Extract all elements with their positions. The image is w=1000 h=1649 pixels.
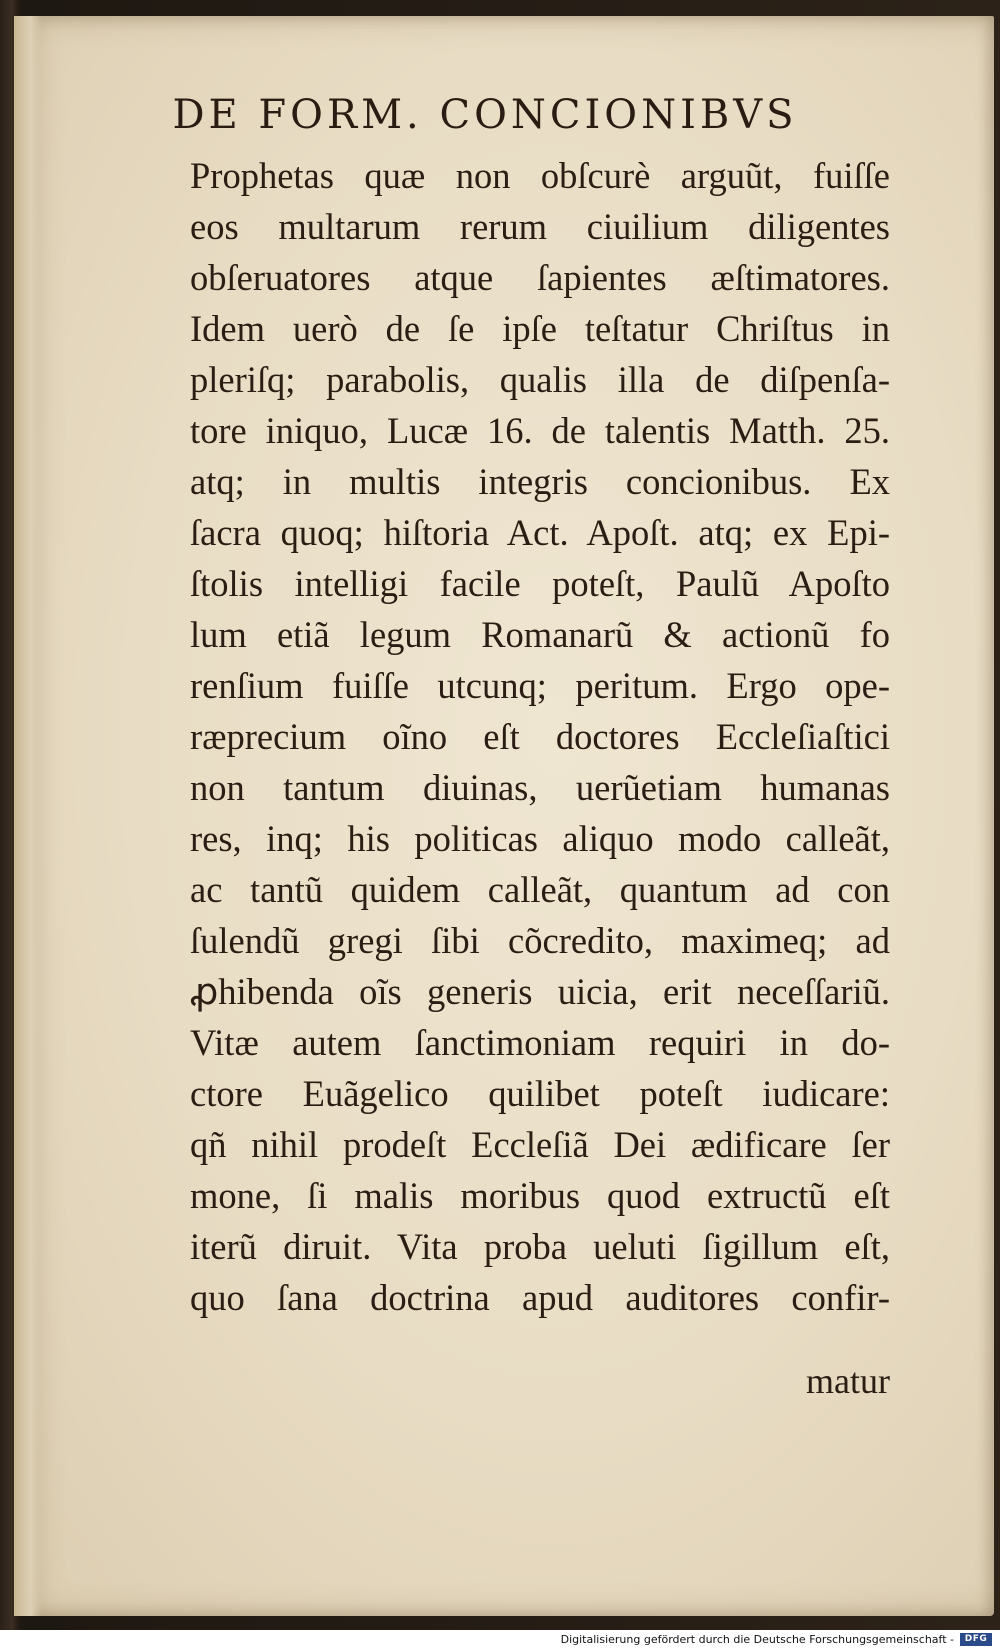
text-line: ctore Euãgelico quilibet poteſt iudicare: bbox=[190, 1073, 890, 1114]
text-line: Vitæ autem ſanctimoniam requiri in do- bbox=[190, 1022, 890, 1063]
text-line: ſacra quoq; hiſtoria Act. Apoſt. atq; ex Epi- bbox=[190, 512, 890, 553]
text-line: lum etiã legum Romanarũ & actionũ fo bbox=[190, 614, 890, 655]
page-binding-edge bbox=[14, 16, 42, 1616]
dfg-logo: DFG bbox=[960, 1633, 992, 1646]
text-line: Prophetas quæ non obſcurè arguũt, fuiſſe bbox=[190, 155, 890, 196]
text-line: ſtolis intelligi facile poteſt, Paulũ Apoſto bbox=[190, 563, 890, 604]
text-line: atq; in multis integris concionibus. Ex bbox=[190, 461, 890, 502]
text-line: ſulendũ gregi ſibi cõcredito, maximeq; ad bbox=[190, 920, 890, 961]
text-line: qñ nihil prodeſt Eccleſiã Dei ædificare ſer bbox=[190, 1124, 890, 1165]
text-line: res, inq; his politicas aliquo modo calleãt, bbox=[190, 818, 890, 859]
funding-credit: Digitalisierung gefördert durch die Deutsche Forschungsgemeinschaft - bbox=[560, 1633, 954, 1646]
text-line: ꝓhibenda oĩs generis uicia, erit neceſſariũ. bbox=[190, 971, 890, 1012]
text-line: ræprecium oĩno eſt doctores Eccleſiaſtici bbox=[190, 716, 890, 757]
text-line: obſeruatores atque ſapientes æſtimatores. bbox=[190, 257, 890, 298]
running-title: DE FORM. CONCIONIBVS bbox=[172, 92, 798, 138]
text-line: ac tantũ quidem calleãt, quantum ad con bbox=[190, 869, 890, 910]
text-line: mone, ſi malis moribus quod extructũ eſt bbox=[190, 1175, 890, 1216]
text-line: iterũ diruit. Vita proba ueluti ſigillum eſt, bbox=[190, 1226, 890, 1267]
body-text bbox=[190, 150, 890, 1323]
text-line: pleriſq; parabolis, qualis illa de diſpenſa- bbox=[190, 359, 890, 400]
text-line: tore iniquo, Lucæ 16. de talentis Matth. 25. bbox=[190, 410, 890, 451]
text-line: non tantum diuinas, uerũetiam humanas bbox=[190, 767, 890, 808]
digitization-footer bbox=[0, 1630, 1000, 1649]
catchword: matur bbox=[806, 1361, 890, 1401]
text-line: quo ſana doctrina apud auditores confir- bbox=[190, 1277, 890, 1318]
text-line: renſium fuiſſe utcunq; peritum. Ergo ope- bbox=[190, 665, 890, 706]
text-line: eos multarum rerum ciuilium diligentes bbox=[190, 206, 890, 247]
text-line: Idem uerò de ſe ipſe teſtatur Chriſtus in bbox=[190, 308, 890, 349]
